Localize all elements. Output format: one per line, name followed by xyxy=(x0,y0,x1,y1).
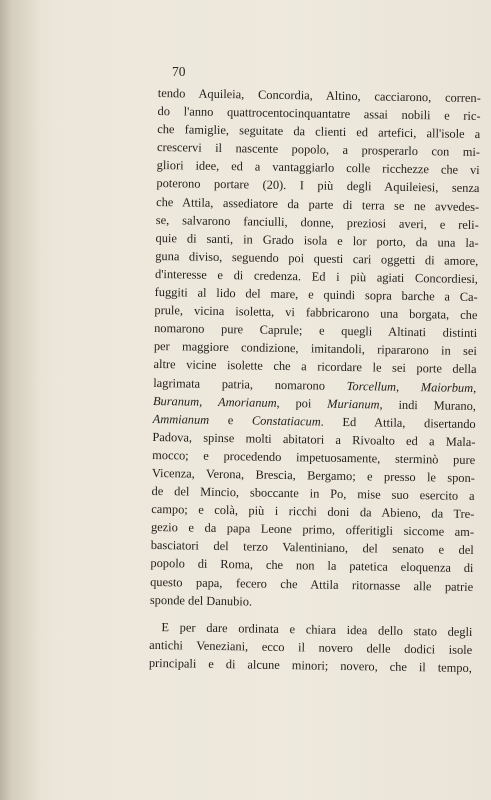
text-line: se, salvarono fanciulli, donne, preziosi averi, e reli- xyxy=(155,212,479,232)
text-segment: , xyxy=(473,380,477,395)
italic-place-name: Buranum xyxy=(152,393,200,409)
italic-place-name: Ammianum xyxy=(152,411,210,427)
paragraph-2 xyxy=(149,618,473,677)
text-line: mocco; e procedendo impetuosamente, sterminò pure xyxy=(152,447,476,467)
text-line: Padova, spinse molti abitatori a Rivoalto ed a Mala- xyxy=(152,429,476,449)
text-line: popolo di Roma, che non la patetica eloquenza di xyxy=(150,556,474,576)
text-line: crescervi il nascente popolo, a prosperarlo con mi- xyxy=(156,140,481,160)
page-gutter-shadow xyxy=(0,0,40,800)
text-line: de del Mincio, sboccante in Po, mise suo esercito a xyxy=(151,484,475,504)
text-segment: , poi xyxy=(276,395,328,411)
text-line: gezio e da papa Leone primo, offeritigli siccome am- xyxy=(150,520,475,540)
italic-place-name: Maiorbum xyxy=(420,379,474,395)
text-segment: , xyxy=(199,394,219,409)
italic-place-name: Torcellum xyxy=(346,378,397,394)
text-line: sponde del Danubio. xyxy=(149,592,253,609)
italic-place-name: Murianum xyxy=(327,396,380,412)
text-line: guna diviso, seguendo poi questi cari oggetti di amore, xyxy=(155,248,479,268)
text-line: fuggiti al lido del mare, e quindi sopra barche a Ca- xyxy=(154,285,478,305)
text-line: principali e di alcune minori; novero, che il tempo, xyxy=(148,655,472,675)
paragraph-1 xyxy=(150,84,481,614)
text-line: tendo Aquileia, Concordia, Altino, cacciarono, corren- xyxy=(157,85,481,106)
text-line: per maggiore condizione, imitandoli, ripararono in sei xyxy=(153,339,477,359)
text-segment: , indi Murano, xyxy=(379,397,477,413)
italic-place-name: Amorianum xyxy=(217,394,277,410)
text-line: nomarono pure Caprule; e quegli Altinati distinti xyxy=(154,321,478,341)
text-segment: . Ed Attila, disertando xyxy=(320,414,476,431)
italic-place-name: Constatiacum xyxy=(251,413,321,429)
text-line: antichi Veneziani, ecco il novero delle dodici isole xyxy=(149,637,473,657)
page-text xyxy=(149,84,481,677)
page-number: 70 xyxy=(172,64,186,79)
text-segment: e xyxy=(209,412,253,428)
text-segment: lagrimata patria, nomarono xyxy=(153,375,347,393)
text-line: Vicenza, Verona, Brescia, Bergamo; e presso le spon- xyxy=(151,465,475,485)
text-line: gliori idee, ed a vantaggiarlo colle ricchezze che vi xyxy=(156,158,480,178)
text-line: do l'anno quattrocentocinquantatre assai nobili e ric- xyxy=(157,104,481,124)
text-line: campo; e colà, più i ricchi doni da Abieno, da Tre- xyxy=(151,502,475,522)
text-line: basciatori del terzo Valentiniano, del senato e del xyxy=(150,538,474,558)
text-line: d'interesse e di credenza. Ed i più agiati Concordiesi, xyxy=(154,266,479,286)
text-line: questo papa, fecero che Attila ritornasse alle patrie xyxy=(150,574,474,594)
text-line: che Attila, assediatore da parte di terra se ne avvedes- xyxy=(156,194,480,214)
text-line: quie di santi, in Grado isola e lor porto, da una la- xyxy=(155,230,479,250)
text-line: poterono portare (20). I più degli Aquileiesi, senza xyxy=(156,176,480,196)
text-segment: , xyxy=(395,379,421,394)
text-line: altre vicine isolette che a ricordare le sei porte della xyxy=(153,357,477,377)
text-line: E per dare ordinata e chiara idea dello stato degli xyxy=(161,619,473,639)
text-line: che famiglie, seguitate da clienti ed artefici, all'isole a xyxy=(157,122,481,142)
text-line: prule, vicina isoletta, vi fabbricarono una borgata, che xyxy=(154,303,478,323)
